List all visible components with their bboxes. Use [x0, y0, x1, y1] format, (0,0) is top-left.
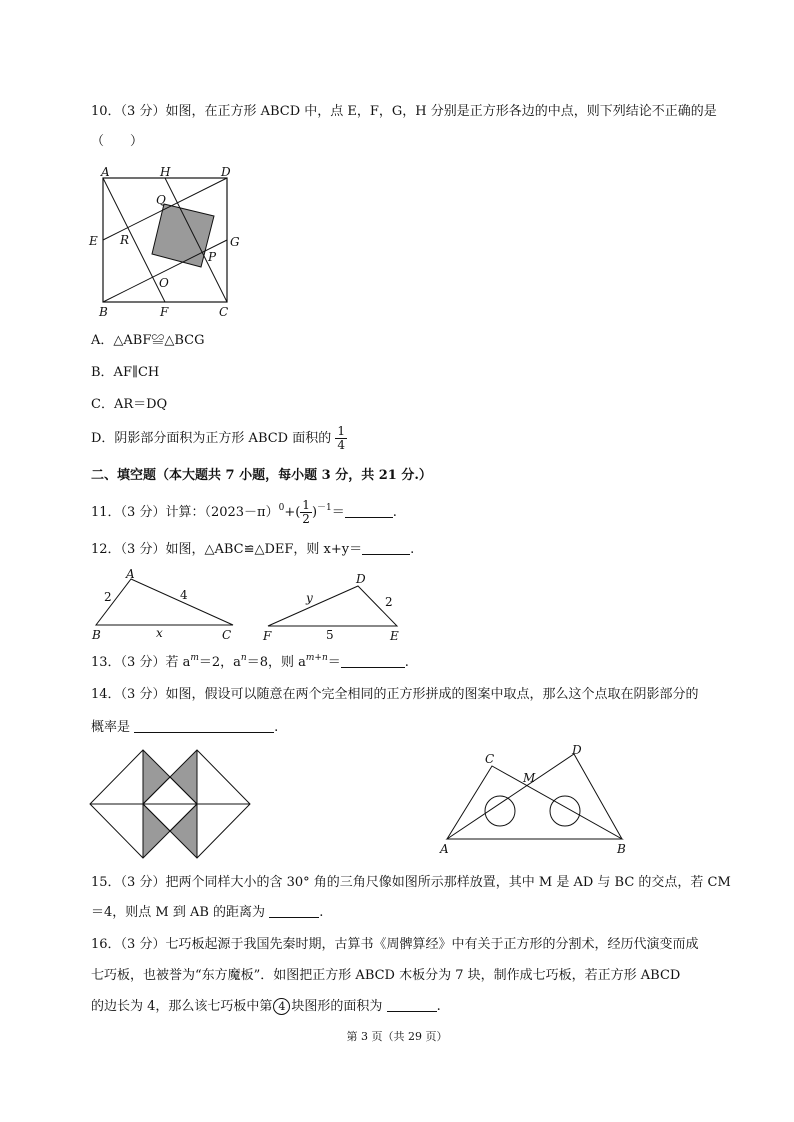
- label-A: A: [126, 567, 135, 581]
- q13-answer-blank[interactable]: [341, 654, 405, 668]
- q11-prefix: 11．（3 分）计算：: [91, 505, 205, 520]
- label-B: B: [99, 305, 108, 319]
- q12-triangles-figure: [88, 565, 418, 645]
- q11-answer-blank[interactable]: [345, 504, 393, 518]
- label-P: P: [208, 250, 217, 264]
- q10-option-c: C．AR＝DQ: [91, 397, 168, 412]
- label-C: C: [485, 752, 495, 766]
- q15-end: .: [319, 905, 324, 920]
- q16-end: .: [436, 999, 441, 1014]
- q14-line2-text: 概率是: [91, 720, 131, 735]
- frac-den: 4: [337, 438, 346, 452]
- label-E: E: [89, 234, 98, 248]
- q16-line3: [91, 998, 441, 1016]
- q12-text: 12．（3 分）如图，△ABC≌△DEF，则 x+y＝: [91, 542, 363, 557]
- label-C: C: [222, 628, 232, 642]
- q13-mid2: ＝8，则 a: [246, 655, 306, 670]
- label-M: M: [523, 771, 536, 785]
- q15-answer-blank[interactable]: [269, 904, 319, 918]
- q11-exp-neg1: －1: [317, 503, 332, 513]
- label-A: A: [440, 842, 449, 856]
- q16-line1: 16．（3 分）七巧板起源于我国先秦时期，古算书《周髀算经》中有关于正方形的分割术，经历代演变而成: [91, 937, 699, 952]
- label-H: H: [160, 165, 171, 179]
- q13: [91, 654, 409, 672]
- q11-close: ): [311, 505, 318, 520]
- q14-line1: 14．（3 分）如图，假设可以随意在两个完全相同的正方形拼成的图案中取点，那么这个点取在阴影部分的: [91, 687, 699, 702]
- q10-option-d-text: D．阴影部分面积为正方形 ABCD 面积的: [91, 431, 332, 446]
- frac-den: 2: [302, 512, 310, 526]
- circled-number-4: 4: [273, 998, 290, 1015]
- side-fd: y: [306, 591, 313, 605]
- q16-line3b: 块图形的面积为: [291, 999, 383, 1014]
- label-D: D: [572, 743, 582, 757]
- q12-end: .: [410, 542, 415, 557]
- q10-square-figure: [85, 160, 255, 320]
- label-B: B: [92, 628, 101, 642]
- label-D: D: [221, 165, 231, 179]
- q11-eq: ＝: [331, 505, 345, 520]
- q10-stem: 10．（3 分）如图，在正方形 ABCD 中，点 E，F，G，H 分别是正方形各边的中点，则下列结论不正确的是: [91, 104, 717, 119]
- label-Q: Q: [156, 193, 166, 207]
- shaded-left-bottom: [143, 804, 170, 858]
- side-fe: 5: [326, 628, 334, 642]
- shaded-left-top: [143, 750, 170, 804]
- page-footer: 第 3 页（共 29 页）: [346, 1030, 448, 1043]
- q16-line3a: 的边长为 4，那么该七巧板中第: [91, 999, 273, 1014]
- q11-exp0: 0: [278, 503, 285, 513]
- q15-line1: 15．（3 分）把两个同样大小的含 30° 角的三角尺像如图所示那样放置，其中 M 是 AD 与 BC 的交点，若 CM: [91, 875, 731, 890]
- q15-line2: [91, 904, 323, 922]
- q11-end: .: [392, 505, 397, 520]
- q15-line2-text: ＝4，则点 M 到 AB 的距离为: [91, 905, 266, 920]
- label-O: O: [159, 276, 169, 290]
- q10-option-d-fraction: [335, 425, 347, 452]
- q16-answer-blank[interactable]: [387, 998, 437, 1012]
- frac-num: 1: [302, 498, 310, 512]
- q16-line2: 七巧板，也被誉为“东方魔板”．如图把正方形 ABCD 木板分为 7 块，制作成七巧板，若正方形 ABCD: [91, 968, 681, 983]
- q13-exp-m: m: [190, 653, 199, 663]
- label-D: D: [356, 572, 366, 586]
- q10-option-b: B．AF∥CH: [91, 365, 160, 380]
- shaded-right-top: [170, 750, 197, 804]
- q14-end: .: [274, 720, 279, 735]
- label-C: C: [219, 305, 229, 319]
- label-B: B: [617, 842, 626, 856]
- section-2-title: 二、填空题（本大题共 7 小题，每小题 3 分，共 21 分.）: [91, 468, 432, 483]
- q10-paren: （ ）: [91, 134, 144, 149]
- side-bc: x: [156, 626, 163, 640]
- q12-answer-blank[interactable]: [362, 541, 410, 555]
- side-de: 2: [385, 595, 393, 609]
- q12: [91, 541, 414, 559]
- q13-exp-n: n: [240, 653, 247, 663]
- q13-exp-mn: m+n: [305, 653, 328, 663]
- label-A: A: [101, 165, 110, 179]
- q14-squares-figure: [90, 750, 250, 860]
- triangle-abc: [96, 579, 233, 625]
- q11-fraction: [300, 499, 312, 526]
- side-ac: 4: [180, 588, 188, 602]
- shaded-right-bottom: [170, 804, 197, 858]
- frac-num: 1: [337, 424, 346, 438]
- label-G: G: [230, 235, 240, 249]
- side-ab: 2: [104, 590, 112, 604]
- q11-base: （2023－π）: [204, 505, 279, 520]
- triangle-def: [268, 586, 397, 626]
- circle-right: [550, 796, 580, 826]
- q10-option-a: A．△ABF≌△BCG: [91, 333, 205, 348]
- q13-end: .: [404, 655, 409, 670]
- q10-option-d: [91, 422, 347, 456]
- q14-answer-blank[interactable]: [134, 719, 274, 733]
- label-F: F: [160, 305, 169, 319]
- label-E: E: [390, 629, 399, 643]
- q11-plus: +(: [284, 505, 301, 520]
- label-F: F: [263, 629, 272, 643]
- q13-eq: ＝: [327, 655, 341, 670]
- q13-prefix: 13．（3 分）若 a: [91, 655, 191, 670]
- q15-triangles-figure: [437, 744, 637, 859]
- q13-mid1: ＝2，a: [198, 655, 241, 670]
- label-R: R: [120, 233, 130, 247]
- q14-line2: [91, 719, 278, 737]
- q11: [91, 498, 397, 528]
